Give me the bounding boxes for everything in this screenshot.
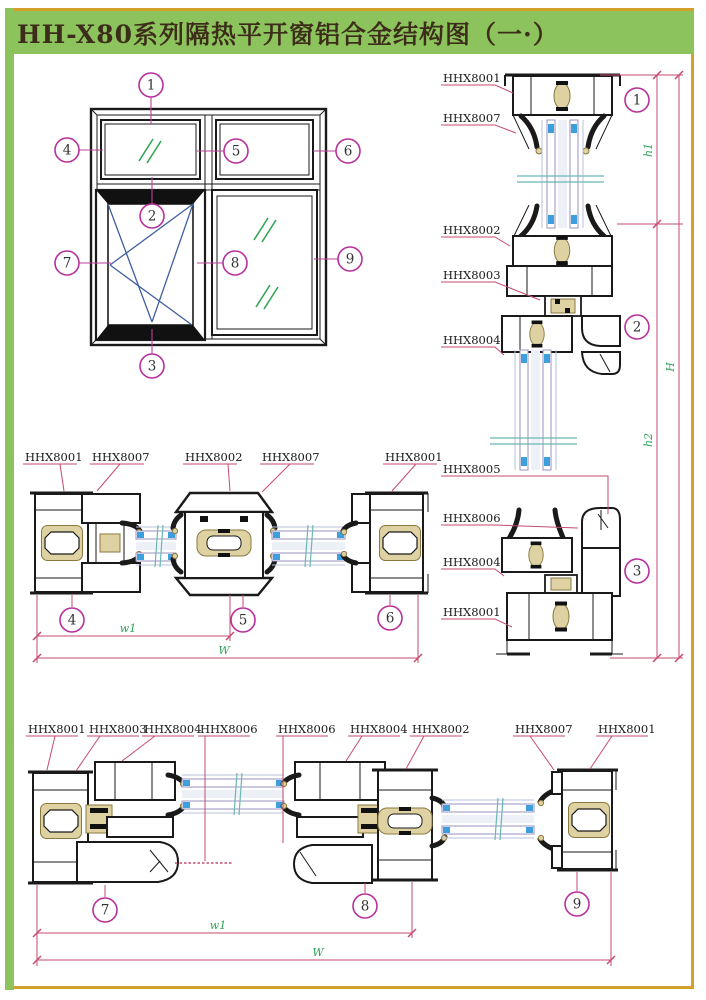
callout-9 — [338, 247, 362, 271]
profile-label: HHX8001 — [598, 722, 656, 736]
callout-number: 8 — [230, 255, 240, 272]
callout-8 — [223, 251, 247, 275]
callout-7 — [55, 251, 79, 275]
profile-label: HHX8004 — [144, 722, 202, 736]
glass-unit — [182, 773, 284, 815]
callout-4 — [60, 608, 84, 632]
callout-6 — [336, 139, 360, 163]
sheet-title: HH-X80系列隔热平开窗铝合金结构图（一·） — [17, 19, 559, 49]
leader-lines — [23, 464, 437, 492]
callout-8 — [353, 894, 377, 918]
sash-mullion-middle — [281, 762, 446, 883]
callout-5 — [224, 139, 248, 163]
frame-sash-right — [341, 493, 428, 593]
callout-4 — [55, 138, 79, 162]
elevation-diagram — [55, 73, 362, 378]
hbottom-callouts — [93, 892, 589, 922]
callout-number: 3 — [147, 358, 157, 375]
profile-label: HHX8001 — [25, 450, 83, 464]
callout-9 — [565, 892, 589, 916]
callout-number: 5 — [231, 143, 241, 160]
callout-number: 9 — [572, 896, 582, 913]
dim-h1: h1 — [642, 142, 655, 158]
glass-unit — [272, 525, 345, 567]
callout-number: 4 — [67, 612, 77, 629]
callout-number: 1 — [146, 77, 156, 94]
frame-right — [538, 770, 618, 870]
profile-label: HHX8001 — [443, 71, 501, 85]
profile-label: HHX8002 — [412, 722, 470, 736]
profile-label: HHX8007 — [92, 450, 150, 464]
callout-6 — [378, 606, 402, 630]
profile-label: HHX8006 — [200, 722, 258, 736]
profile-label: HHX8002 — [185, 450, 243, 464]
frame-sash-left — [28, 762, 186, 883]
callout-2 — [625, 315, 649, 339]
callout-5 — [231, 608, 255, 632]
pane-top-left — [101, 120, 200, 179]
profile-label: HHX8001 — [443, 605, 501, 619]
profile-label: HHX8007 — [515, 722, 573, 736]
callout-3 — [140, 354, 164, 378]
callout-7 — [93, 898, 117, 922]
callout-number: 2 — [147, 208, 157, 225]
callout-3 — [625, 559, 649, 583]
callout-number: 4 — [62, 142, 72, 159]
callout-2 — [140, 204, 164, 228]
hbottom-dimensions — [33, 872, 615, 966]
profile-label: HHX8003 — [443, 268, 501, 282]
callout-number: 6 — [343, 143, 353, 160]
dim-w1: w1 — [209, 919, 227, 932]
transom-profile — [502, 205, 620, 374]
callout-number: 8 — [360, 898, 370, 915]
mullion-profile — [172, 493, 275, 595]
horizontal-section-top — [23, 450, 443, 663]
glass-unit — [442, 798, 534, 840]
vsection-callouts — [625, 88, 649, 583]
profile-label: HHX8006 — [443, 511, 501, 525]
callout-number: 7 — [100, 902, 110, 919]
horizontal-section-bottom — [26, 722, 656, 966]
sill-profile — [496, 508, 623, 654]
profile-label: HHX8003 — [89, 722, 147, 736]
frame-sash-left — [30, 493, 142, 593]
callout-number: 6 — [385, 610, 395, 627]
profile-label: HHX8001 — [28, 722, 86, 736]
dim-w: W — [312, 946, 324, 959]
profile-label: HHX8004 — [350, 722, 408, 736]
hmid-dimensions — [33, 595, 422, 663]
dim-h: H — [664, 362, 677, 372]
profile-label: HHX8005 — [443, 462, 501, 476]
vertical-section — [441, 71, 683, 662]
profile-label: HHX8002 — [443, 223, 501, 237]
profile-label: HHX8004 — [443, 555, 501, 569]
dim-h2: h2 — [642, 432, 655, 448]
callout-number: 7 — [62, 255, 72, 272]
callout-number: 1 — [632, 92, 642, 109]
hmid-labels — [23, 450, 443, 492]
callout-number: 5 — [238, 612, 248, 629]
glass-unit — [490, 350, 577, 470]
hmid-callouts — [60, 606, 402, 632]
callout-number: 2 — [632, 319, 642, 336]
glass-unit — [136, 525, 176, 567]
dim-w: W — [218, 644, 230, 657]
callout-1 — [139, 73, 163, 97]
callout-1 — [625, 88, 649, 112]
profile-label: HHX8007 — [443, 111, 501, 125]
callout-number: 3 — [632, 563, 642, 580]
profile-label: HHX8006 — [278, 722, 336, 736]
callout-number: 9 — [345, 251, 355, 268]
dim-w1: w1 — [119, 622, 137, 635]
profile-label: HHX8007 — [262, 450, 320, 464]
profile-label: HHX8001 — [385, 450, 443, 464]
profile-label: HHX8004 — [443, 333, 501, 347]
